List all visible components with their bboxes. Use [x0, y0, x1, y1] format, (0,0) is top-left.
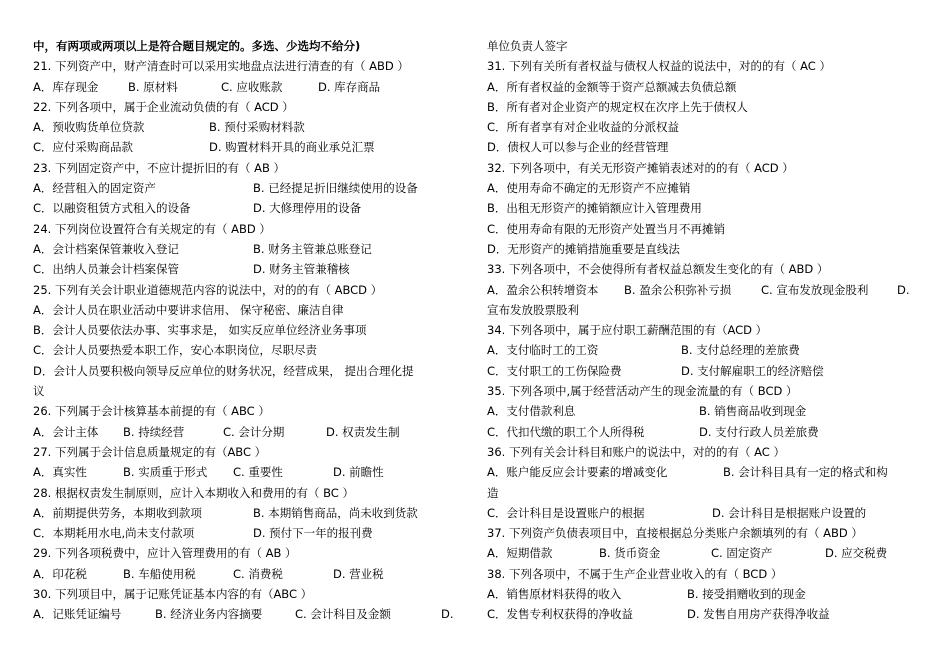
- option-text: B. 实质重于形式: [123, 465, 208, 480]
- option-text: A．记账凭证编号: [33, 607, 122, 622]
- text-line: C．使用寿命有限的无形资产处置当月不再摊销: [487, 221, 726, 236]
- text-line: B．所有者对企业资产的规定权在次序上先于债权人: [487, 99, 748, 114]
- option-text: C. 重要性: [233, 465, 283, 480]
- text-line: 中，有两项或两项以上是符合题目规定的。多选、少选均不给分): [33, 39, 361, 53]
- option-text: C. 消费税: [233, 566, 283, 581]
- text-line: 26. 下列属于会计核算基本前提的有（ ABC ）: [33, 404, 270, 419]
- option-text: B. 已经提足折旧继续使用的设备: [253, 181, 418, 196]
- text-line: [487, 340, 927, 360]
- text-line: 议: [33, 384, 45, 399]
- text-line: 27. 下列属于会计信息质量规定的有（ABC ）: [33, 444, 267, 459]
- option-text: A．印花税: [33, 566, 87, 581]
- text-line: 22. 下列各项中，属于企业流动负债的有（ ACD ）: [33, 99, 294, 114]
- option-text: C．发售专利权获得的净收益: [487, 607, 634, 622]
- option-text: C. 宣布发放现金股利: [761, 282, 869, 297]
- text-line: A．会计人员在职业活动中要讲求信用、 保守秘密、廉洁自律: [33, 302, 344, 317]
- option-text: B. 本期销售商品，尚未收到货款: [253, 505, 418, 520]
- option-text: A．前期提供劳务，本期收到款项: [33, 505, 202, 520]
- text-line: [487, 361, 927, 381]
- text-line: [487, 503, 927, 523]
- text-line: 36. 下列有关会计科目和账户的说法中，对的的有（ AC ）: [487, 444, 785, 459]
- text-line: 34. 下列各项中，属于应付职工薪酬范围的有（ACD ）: [487, 323, 768, 338]
- option-text: D.: [441, 607, 454, 622]
- option-text: A．真实性: [33, 465, 87, 480]
- option-text: C．本期耗用水电,尚未支付款项: [33, 526, 195, 541]
- text-line: [33, 77, 473, 97]
- text-line: 30. 下列项目中，属于记账凭证基本内容的有（ABC ）: [33, 587, 313, 602]
- option-text: D. 发售自用房产获得净收益: [687, 607, 830, 622]
- option-text: D. 库存商品: [318, 79, 381, 94]
- text-line: [487, 604, 927, 624]
- text-line: [33, 259, 473, 279]
- text-line: A．所有者权益的金额等于资产总额减去负债总额: [487, 79, 737, 94]
- option-text: B. 持续经营: [123, 424, 185, 439]
- text-line: [33, 239, 473, 259]
- option-text: D. 会计科目是根据账户设置的: [712, 505, 867, 520]
- text-line: A．使用寿命不确定的无形资产不应摊销: [487, 181, 691, 196]
- text-line: [33, 503, 473, 523]
- option-text: D. 权责发生制: [326, 424, 400, 439]
- text-line: B．出租无形资产的摊销额应计入管理费用: [487, 201, 702, 216]
- text-line: D．债权人可以参与企业的经营管理: [487, 140, 669, 155]
- option-text: D. 营业税: [333, 566, 384, 581]
- option-text: B. 财务主管兼总账登记: [253, 241, 372, 256]
- option-text: B. 车船使用税: [123, 566, 196, 581]
- option-text: A．账户能反应会计要素的增减变化: [487, 465, 668, 480]
- text-line: 29. 下列各项税费中，应计入管理费用的有（ AB ）: [33, 546, 297, 561]
- text-line: [33, 137, 473, 157]
- text-line: [487, 422, 927, 442]
- option-text: A．支付借款利息: [487, 404, 576, 419]
- option-text: B. 会计科目具有一定的格式和构: [723, 465, 888, 480]
- option-text: B. 销售商品收到现金: [699, 404, 807, 419]
- text-line: [33, 422, 473, 442]
- option-text: B. 经济业务内容摘要: [155, 607, 263, 622]
- option-text: C. 应收账款: [221, 79, 283, 94]
- option-text: C．应付采购商品款: [33, 140, 134, 155]
- option-text: B. 支付总经理的差旅费: [681, 343, 800, 358]
- option-text: D. 支付解雇职工的经济赔偿: [681, 363, 824, 378]
- text-line: D．会计人员要积极向领导反应单位的财务状况，经营成果， 提出合理化提: [33, 363, 414, 378]
- option-text: C．出纳人员兼会计档案保管: [33, 262, 180, 277]
- text-line: 21. 下列资产中，财产清查时可以采用实地盘点法进行清查的有（ ABD ）: [33, 59, 409, 74]
- option-text: D. 前瞻性: [333, 465, 384, 480]
- text-line: 造: [487, 485, 499, 500]
- text-line: 37. 下列资产负债表项目中，直接根据总分类账户余额填列的有（ ABD ）: [487, 526, 863, 541]
- text-line: 31. 下列有关所有者权益与债权人权益的说法中，对的的有（ AC ）: [487, 59, 831, 74]
- option-text: A．盈余公积转增资本: [487, 282, 599, 297]
- text-line: [487, 280, 927, 300]
- text-line: 宣布发放股票股利: [487, 302, 579, 317]
- text-line: [33, 462, 473, 482]
- option-text: C．会计科目是设置账户的根据: [487, 505, 645, 520]
- option-text: A．支付临时工的工资: [487, 343, 599, 358]
- option-text: A．销售原材料获得的收入: [487, 587, 622, 602]
- option-text: A．经营租入的固定资产: [33, 181, 156, 196]
- option-text: A．库存现金: [33, 79, 99, 94]
- option-text: A．短期借款: [487, 546, 553, 561]
- text-line: 32. 下列各项中，有关无形资产摊销表述对的的有（ ACD ）: [487, 160, 794, 175]
- text-line: [33, 604, 473, 624]
- left-column: [33, 36, 473, 625]
- option-text: B. 货币资金: [599, 546, 661, 561]
- text-line: B．会计人员要依法办事、实事求是， 如实反应单位经济业务事项: [33, 323, 367, 338]
- text-line: D．无形资产的摊销措施重要是直线法: [487, 241, 680, 256]
- option-text: C．支付职工的工伤保险费: [487, 363, 622, 378]
- text-line: 33. 下列各项中，不会使得所有者权益总额发生变化的有（ ABD ）: [487, 262, 829, 277]
- option-text: A．会计主体: [33, 424, 99, 439]
- text-line: 35. 下列各项中,属于经营活动产生的现金流量的有（ BCD ）: [487, 384, 798, 399]
- option-text: A．预收购货单位贷款: [33, 120, 145, 135]
- right-column: [487, 36, 927, 625]
- option-text: B. 接受捐赠收到的现金: [687, 587, 806, 602]
- option-text: B. 原材料: [128, 79, 178, 94]
- option-text: A．会计档案保管兼收入登记: [33, 241, 179, 256]
- text-line: C．所有者享有对企业收益的分派权益: [487, 120, 680, 135]
- option-text: B. 预付采购材料款: [209, 120, 305, 135]
- text-line: [487, 543, 927, 563]
- option-text: D.: [897, 282, 910, 297]
- option-text: D. 购置材料开具的商业承兑汇票: [209, 140, 375, 155]
- option-text: D. 支付行政人员差旅费: [699, 424, 819, 439]
- text-line: 24. 下列岗位设置符合有关规定的有（ ABD ）: [33, 221, 271, 236]
- option-text: D. 大修理停用的设备: [253, 201, 362, 216]
- option-text: B. 盈余公积弥补亏损: [624, 282, 732, 297]
- option-text: D. 预付下一年的报刊费: [253, 526, 373, 541]
- text-line: 23. 下列固定资产中，不应计提折旧的有（ AB ）: [33, 160, 286, 175]
- option-text: C．以融资租赁方式租入的设备: [33, 201, 191, 216]
- text-line: [33, 523, 473, 543]
- option-text: C. 固定资产: [711, 546, 773, 561]
- text-line: 单位负责人签字: [487, 39, 568, 53]
- text-line: [33, 198, 473, 218]
- option-text: C．代扣代缴的职工个人所得税: [487, 424, 645, 439]
- option-text: C. 会计分期: [223, 424, 285, 439]
- text-line: C．会计人员要热爱本职工作，安心本职岗位，尽职尽责: [33, 343, 318, 358]
- text-line: 38. 下列各项中，不属于生产企业营业收入的有（ BCD ）: [487, 566, 783, 581]
- text-line: [33, 117, 473, 137]
- option-text: C. 会计科目及金额: [295, 607, 391, 622]
- text-line: [33, 178, 473, 198]
- option-text: D. 财务主管兼稽核: [253, 262, 350, 277]
- text-line: 28. 根据权责发生制原则，应计入本期收入和费用的有（ BC ）: [33, 485, 354, 500]
- text-line: 25. 下列有关会计职业道德规范内容的说法中，对的的有（ ABCD ）: [33, 282, 383, 297]
- option-text: D. 应交税费: [825, 546, 888, 561]
- text-line: [33, 564, 473, 584]
- text-line: [487, 401, 927, 421]
- text-line: [487, 584, 927, 604]
- text-line: [487, 462, 927, 482]
